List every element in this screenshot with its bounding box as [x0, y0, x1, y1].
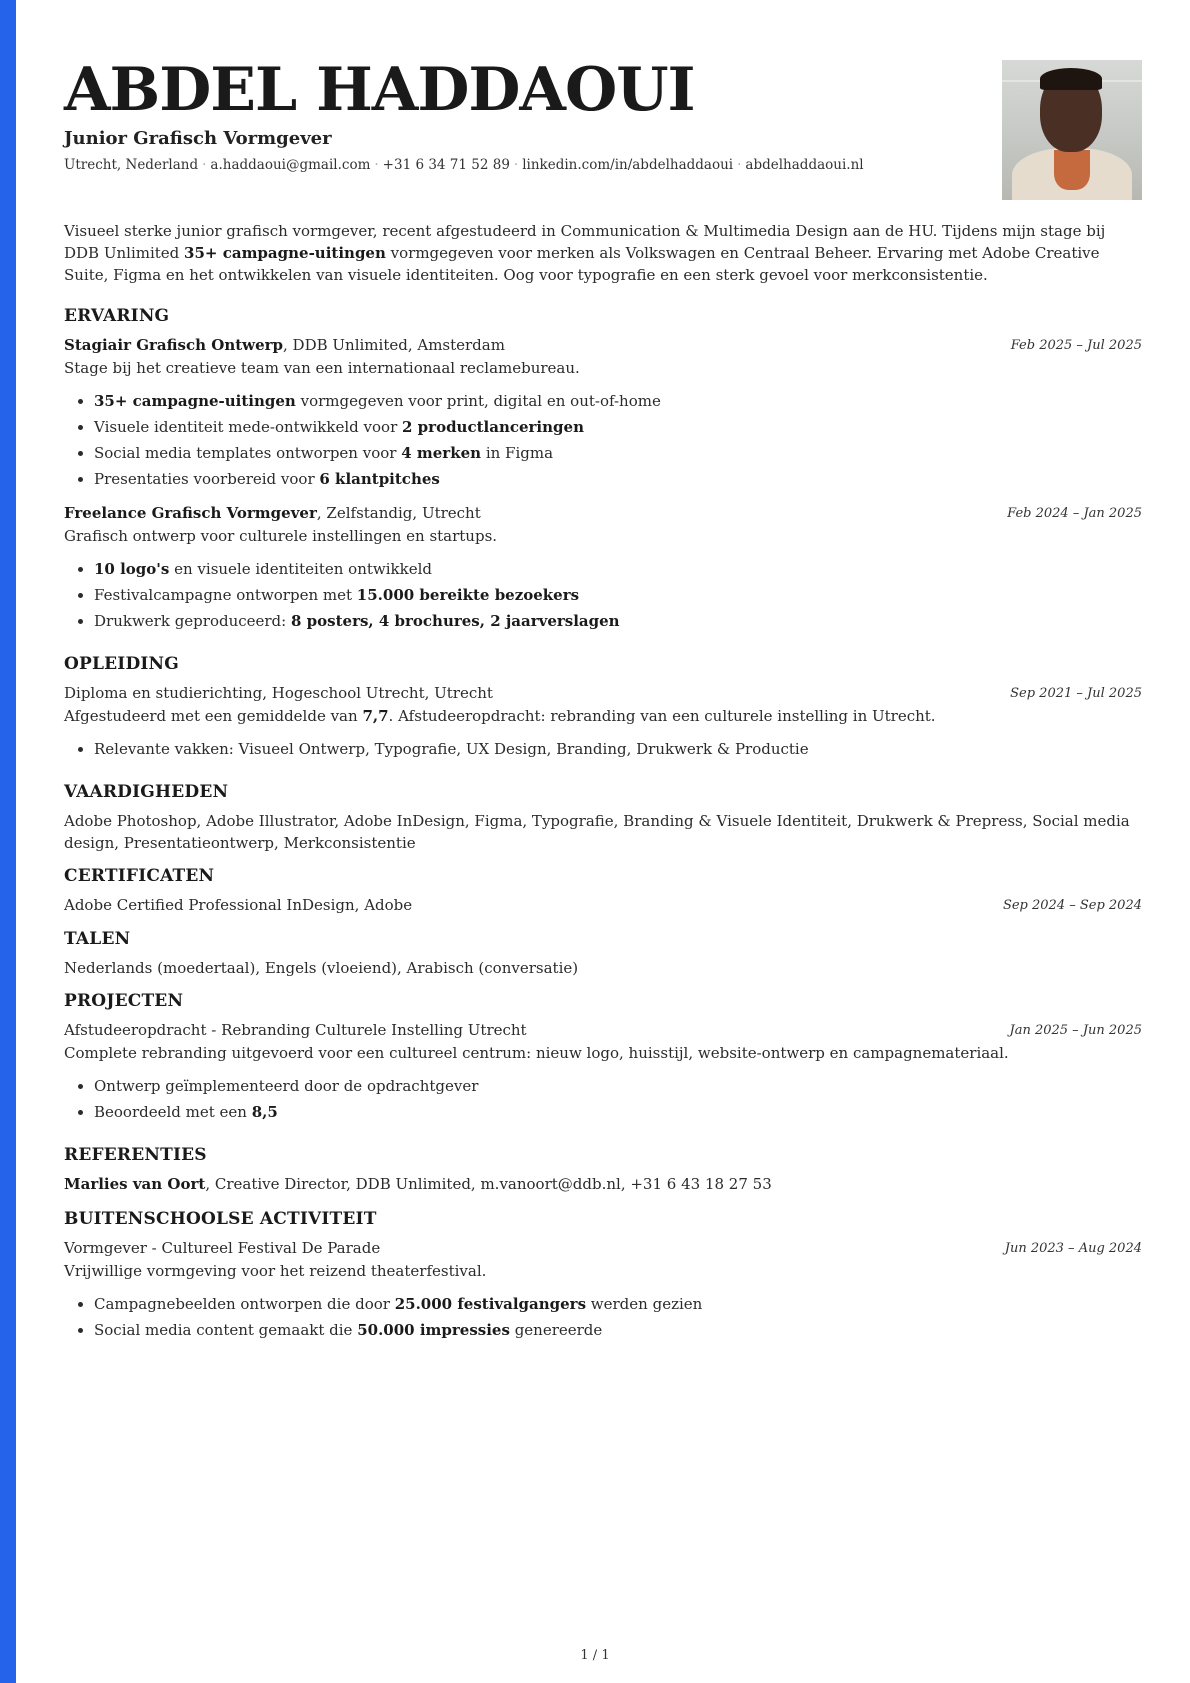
text-segment: Complete rebranding uitgevoerd voor een cultureel centrum: nieuw logo, huisstijl, website-ontwerp en campagnemateriaal.	[64, 1044, 1009, 1062]
list-item	[94, 556, 1142, 582]
text-segment: 10 logo's	[94, 560, 170, 578]
list-item	[94, 414, 1142, 440]
list-item	[94, 1099, 1142, 1125]
text-segment: 35+ campagne-uitingen	[94, 392, 296, 410]
text-segment: Afstudeeropdracht - Rebranding Culturele Instelling Utrecht	[64, 1021, 527, 1039]
skills-text: Adobe Photoshop, Adobe Illustrator, Adobe InDesign, Figma, Typografie, Branding & Visuele Identiteit, Drukwerk & Prepress, Social media design, Presentatieontwerp, Merkconsistentie	[64, 812, 1130, 852]
text-segment: , Creative Director, DDB Unlimited, m.vanoort@ddb.nl, +31 6 43 18 27 53	[205, 1175, 772, 1193]
text-segment: . Afstudeeropdracht: rebranding van een culturele instelling in Utrecht.	[388, 707, 936, 725]
list-item	[94, 1291, 1142, 1317]
text-segment: ·	[202, 157, 207, 173]
text-segment: 25.000 festivalgangers	[394, 1295, 587, 1313]
list-item	[94, 582, 1142, 608]
text-segment: Social media templates ontworpen voor	[94, 444, 402, 462]
resume-page	[64, 48, 1142, 1353]
text-segment: Campagnebeelden ontworpen die door	[94, 1295, 395, 1313]
text-segment: 6 klantpitches	[319, 470, 440, 488]
summary	[64, 220, 1142, 286]
list-item	[94, 440, 1142, 466]
text-segment: Visueel sterke junior grafisch vormgever, recent afgestudeerd in Communication & Multimedia Design aan de HU. Tijdens mijn stage bij DDB Unlimited	[64, 222, 1106, 262]
text-segment: Visuele identiteit mede-ontwikkeld voor	[94, 418, 403, 436]
section-title-references: REFERENTIES	[64, 1145, 207, 1165]
accent-bar	[0, 0, 16, 1683]
profile-photo	[1002, 60, 1142, 200]
experience-entry	[64, 334, 1142, 492]
text-segment: 35+ campagne-uitingen	[184, 244, 386, 262]
text-segment: werden gezien	[586, 1295, 703, 1313]
text-segment: 7,7	[362, 707, 389, 725]
section-title-skills: VAARDIGHEDEN	[64, 782, 229, 802]
job-title: Freelance Grafisch Vormgever	[64, 504, 317, 522]
text-segment: Festivalcampagne ontworpen met	[94, 586, 357, 604]
text-segment: vormgegeven voor print, digital en out-of-home	[295, 392, 661, 410]
text-segment: Stage bij het creatieve team van een internationaal reclamebureau.	[64, 359, 580, 377]
section-title-education: OPLEIDING	[64, 654, 180, 674]
experience-entry	[64, 502, 1142, 634]
contact-website[interactable]: abdelhaddaoui.nl	[745, 157, 864, 173]
entry-date: Sep 2024 – Sep 2024	[1002, 898, 1142, 913]
entry-text	[64, 705, 1142, 728]
entry-date: Jan 2025 – Jun 2025	[1009, 1023, 1142, 1038]
candidate-role: Junior Grafisch Vormgever	[64, 128, 332, 149]
contact-location: Utrecht, Nederland	[64, 157, 199, 173]
entry-date: Feb 2025 – Jul 2025	[1010, 338, 1142, 353]
list-item	[94, 388, 1142, 414]
text-segment: Vrijwillige vormgeving voor het reizend theaterfestival.	[64, 1262, 487, 1280]
section-title-projects: PROJECTEN	[64, 991, 184, 1011]
text-segment: Presentaties voorbereid voor	[94, 470, 320, 488]
section-title-extracurricular: BUITENSCHOOLSE ACTIVITEIT	[64, 1209, 377, 1229]
list-item	[94, 1317, 1142, 1343]
text-segment: Ontwerp geïmplementeerd door de opdrachtgever	[94, 1077, 479, 1095]
bullet-list	[64, 388, 1142, 492]
text-segment: ·	[513, 157, 519, 173]
text-segment: 8 posters, 4 brochures, 2 jaarverslagen	[291, 612, 620, 630]
contact-linkedin[interactable]: linkedin.com/in/abdelhaddaoui	[522, 157, 734, 173]
text-segment: Diploma en studierichting, Hogeschool Utrecht, Utrecht	[64, 684, 493, 702]
text-segment: genereerde	[509, 1321, 603, 1339]
text-segment: vormgegeven voor merken als Volkswagen en Centraal Beheer. Ervaring met Adobe Creative Suite, Figma en het ontwikkelen van visuele identiteiten. Oog voor typografie en een sterk gevoel voor merkconsistentie.	[64, 244, 1100, 284]
text-segment: ·	[374, 157, 379, 173]
extracurricular-entry	[64, 1237, 1142, 1343]
contact-phone[interactable]: +31 6 34 71 52 89	[382, 157, 510, 173]
text-segment: ·	[737, 157, 742, 173]
certificate-entry	[64, 894, 1142, 917]
text-segment: 2 productlanceringen	[402, 418, 584, 436]
section-title-certificates: CERTIFICATEN	[64, 866, 215, 886]
text-segment: Beoordeeld met een	[94, 1103, 252, 1121]
project-entry	[64, 1019, 1142, 1125]
candidate-name: ABDEL HADDAOUI	[64, 55, 695, 125]
text-segment: Marlies van Oort	[64, 1175, 206, 1193]
section-title-languages: TALEN	[64, 929, 131, 949]
bullet-list	[64, 736, 1142, 762]
entry-text	[64, 334, 1142, 357]
text-segment: in Figma	[481, 444, 554, 462]
list-item	[94, 608, 1142, 634]
entry-date: Feb 2024 – Jan 2025	[1007, 506, 1142, 521]
languages-text: Nederlands (moedertaal), Engels (vloeiend), Arabisch (conversatie)	[64, 959, 579, 977]
entry-text	[64, 502, 1142, 525]
education-entry	[64, 682, 1142, 762]
page-number: 1 / 1	[580, 1648, 610, 1663]
text-segment: 15.000 bereikte bezoekers	[356, 586, 580, 604]
text-segment: 50.000 impressies	[357, 1321, 510, 1339]
list-item	[94, 466, 1142, 492]
bullet-list	[64, 1073, 1142, 1125]
section-title-experience: ERVARING	[64, 306, 170, 326]
text-segment: Grafisch ontwerp voor culturele instellingen en startups.	[64, 527, 498, 545]
bullet-list	[64, 556, 1142, 634]
text-segment: Vormgever - Cultureel Festival De Parade	[64, 1239, 381, 1257]
list-item	[94, 1073, 1142, 1099]
resume-header	[64, 55, 1142, 210]
bullet-list	[64, 1291, 1142, 1343]
text-segment: Social media content gemaakt die	[94, 1321, 358, 1339]
text-segment: 4 merken	[401, 444, 482, 462]
entry-date: Sep 2021 – Jul 2025	[1010, 686, 1142, 701]
contact-email[interactable]: a.haddaoui@gmail.com	[210, 157, 371, 173]
text-segment: Afgestudeerd met een gemiddelde van	[64, 707, 363, 725]
text-segment: 8,5	[251, 1103, 278, 1121]
text-segment: Drukwerk geproduceerd:	[94, 612, 291, 630]
contact-line	[64, 157, 1142, 173]
entry-date: Jun 2023 – Aug 2024	[1004, 1241, 1142, 1256]
reference-entry	[64, 1173, 1142, 1195]
text-segment: Adobe Certified Professional InDesign, Adobe	[64, 896, 413, 914]
job-title: Stagiair Grafisch Ontwerp	[64, 336, 284, 354]
text-segment: en visuele identiteiten ontwikkeld	[169, 560, 432, 578]
text-segment: , DDB Unlimited, Amsterdam	[283, 336, 505, 354]
text-segment: , Zelfstandig, Utrecht	[316, 504, 481, 522]
list-item: • Relevante vakken: Visueel Ontwerp, Typografie, UX Design, Branding, Drukwerk & Productie	[94, 736, 1142, 762]
